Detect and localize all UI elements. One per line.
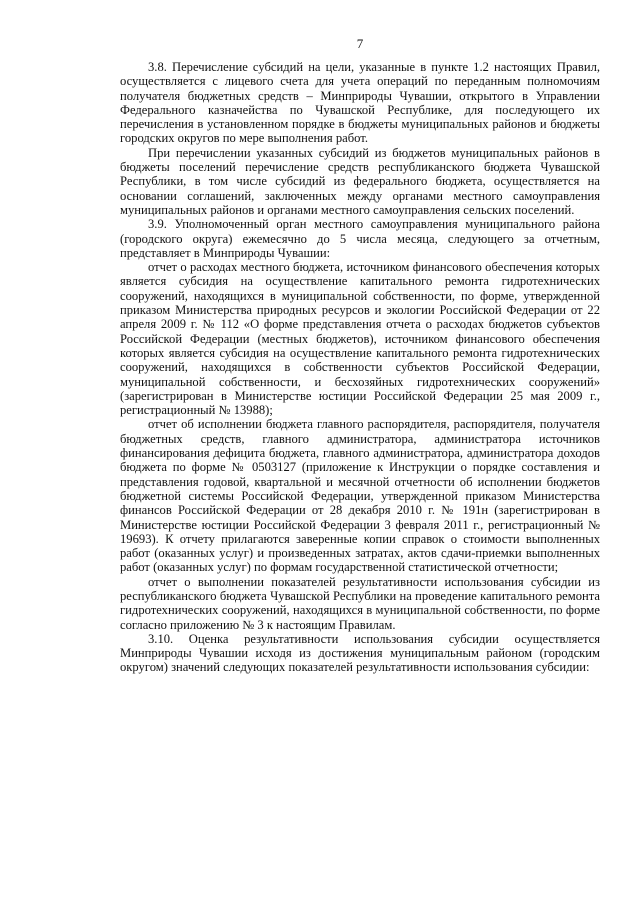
paragraph-3-8: 3.8. Перечисление субсидий на цели, указанные в пункте 1.2 настоящих Правил, осуществляется с лицевого счета для учета операций по переданным полномочиям получателя бюджетных средств – Минприроды Чувашии, открытого в Управлении Федерального казначейства по Чувашской Республике, для последующего их перечисления в установленном порядке в бюджеты муниципальных районов и бюджеты городских округов по мере выполнения работ.: [120, 60, 600, 146]
paragraph-3-10: 3.10. Оценка результативности использования субсидии осуществляется Минприроды Чувашии исходя из достижения муниципальным районом (городским округом) значений следующих показателей результативности использования субсидии:: [120, 631, 600, 675]
paragraph-3-9: 3.9. Уполномоченный орган местного самоуправления муниципального района (городского округа) ежемесячно до 5 числа месяца, следующего за отчетным, представляет в Минприроды Чувашии:: [120, 217, 600, 260]
document-body: [120, 60, 600, 675]
page-number: 7: [356, 36, 364, 51]
paragraph-report-performance-indicators: отчет о выполнении показателей результативности использования субсидии из республиканского бюджета Чувашской Республики на проведение капитального ремонта гидротехнических сооружений, находящихся в муниципальной собственности, по форме согласно приложению № 3 к настоящим Правилам.: [120, 574, 600, 632]
paragraph-subsidy-transfer-settlements: При перечислении указанных субсидий из бюджетов муниципальных районов в бюджеты поселений перечисление средств республиканского бюджета Чувашской Республики, в том числе субсидий из федерального бюджета, осуществляется на основании соглашений, заключенных между органами местного самоуправления муниципальных районов и органами местного самоуправления сельских поселений.: [120, 145, 600, 217]
paragraph-report-budget-execution: отчет об исполнении бюджета главного распорядителя, распорядителя, получателя бюджетных средств, главного администратора, администратора источников финансирования дефицита бюджета, главного администратора, администратора доходов бюджета по форме № 0503127 (приложение к Инструкции о порядке составления и представления годовой, квартальной и месячной отчетности об исполнении бюджетов бюджетной системы Российской Федерации, утвержденной приказом Министерства финансов Российской Федерации от 28 декабря 2010 г. № 191н (зарегистрирован в Министерстве юстиции Российской Федерации 3 февраля 2011 г., регистрационный № 19693). К отчету прилагаются заверенные копии справок о стоимости выполненных работ (оказанных услуг) и произведенных затратах, актов сдачи-приемки выполненных работ (оказанных услуг) по формам государственной статистической отчетности;: [120, 417, 600, 575]
paragraph-report-local-budget-expenses: отчет о расходах местного бюджета, источником финансового обеспечения которых является субсидия на осуществление капитального ремонта гидротехнических сооружений, находящихся в муниципальной собственности, по форме, утвержденной приказом Министерства природных ресурсов и экологии Российской Федерации от 22 апреля 2009 г. № 112 «О форме представления отчета о расходах бюджетов субъектов Российской Федерации (местных бюджетов), источником финансового обеспечения которых является субсидия на осуществление капитального ремонта гидротехнических сооружений, находящихся в собственности субъектов Российской Федерации, муниципальной собственности, и бесхозяйных гидротехнических сооружений» (зарегистрирован в Министерстве юстиции Российской Федерации 25 мая 2009 г., регистрационный № 13988);: [120, 260, 600, 418]
